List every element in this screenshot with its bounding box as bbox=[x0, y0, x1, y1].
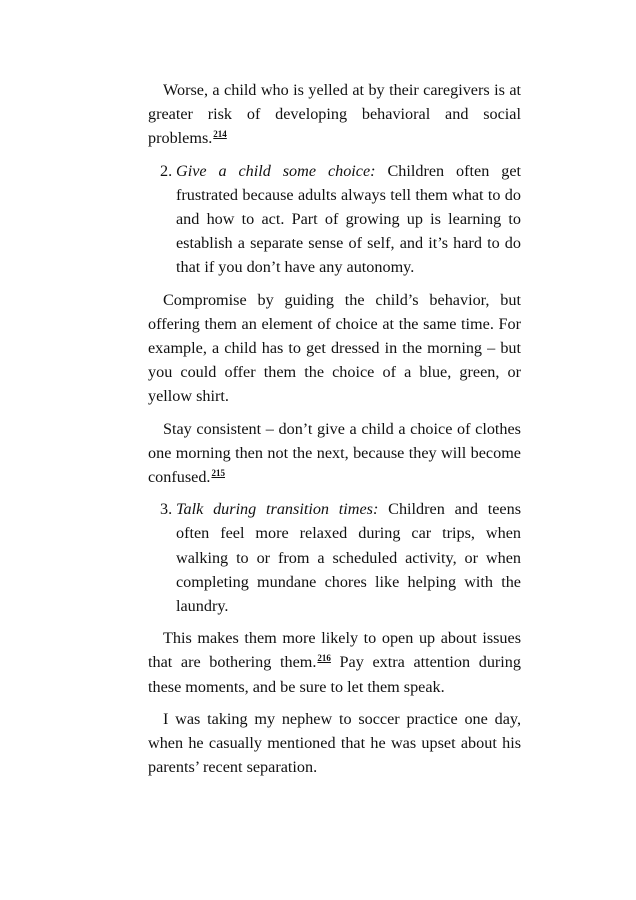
footnote-marker-216[interactable]: 216 bbox=[317, 653, 331, 664]
footnote-marker-214[interactable]: 214 bbox=[213, 129, 227, 140]
footnote-marker-215[interactable]: 215 bbox=[211, 468, 225, 479]
paragraph-nephew-story bbox=[148, 707, 521, 780]
list-number: 3. bbox=[160, 500, 173, 519]
list-item-term: Give a child some choice: bbox=[176, 161, 376, 180]
paragraph-text: Pay extra attention during these moments, and be sure to let them speak. bbox=[148, 653, 521, 696]
list-item-text: Children often get frustrated because adults always tell them what to do and how to act. Part of growing up is learning to establish a separate sense of self, and it’s hard to do that if you don’t have any autonomy. bbox=[176, 161, 522, 277]
list-item-transition-times bbox=[148, 497, 521, 618]
paragraph-text: I was taking my nephew to soccer practice one day, when he casually mentioned that he was upset about his parents’ recent separation. bbox=[148, 709, 521, 777]
list-item-term: Talk during transition times: bbox=[176, 500, 379, 519]
paragraph-compromise bbox=[148, 288, 521, 409]
page-body bbox=[148, 78, 521, 787]
paragraph-open-up bbox=[148, 626, 521, 699]
paragraph-text: Worse, a child who is yelled at by their caregivers is at greater risk of developing behavioral and social problems. bbox=[148, 81, 521, 148]
paragraph-text: This makes them more likely to open up about issues that are bothering them. bbox=[148, 629, 521, 672]
paragraph-stay-consistent bbox=[148, 417, 521, 490]
list-item-text: Children and teens often feel more relaxed during car trips, when walking to or from a scheduled activity, or when completing mundane chores like helping with the laundry. bbox=[176, 500, 521, 616]
paragraph-text: Compromise by guiding the child’s behavior, but offering them an element of choice at the same time. For example, a child has to get dressed in the morning – but you could offer them the choice of a blue, green, or yellow shirt. bbox=[148, 290, 521, 406]
paragraph-yelling-risk bbox=[148, 78, 521, 151]
list-item-give-choice bbox=[148, 159, 521, 280]
list-number: 2. bbox=[160, 161, 173, 180]
paragraph-text: Stay consistent – don’t give a child a choice of clothes one morning then not the next, because they will become confused. bbox=[148, 419, 521, 487]
